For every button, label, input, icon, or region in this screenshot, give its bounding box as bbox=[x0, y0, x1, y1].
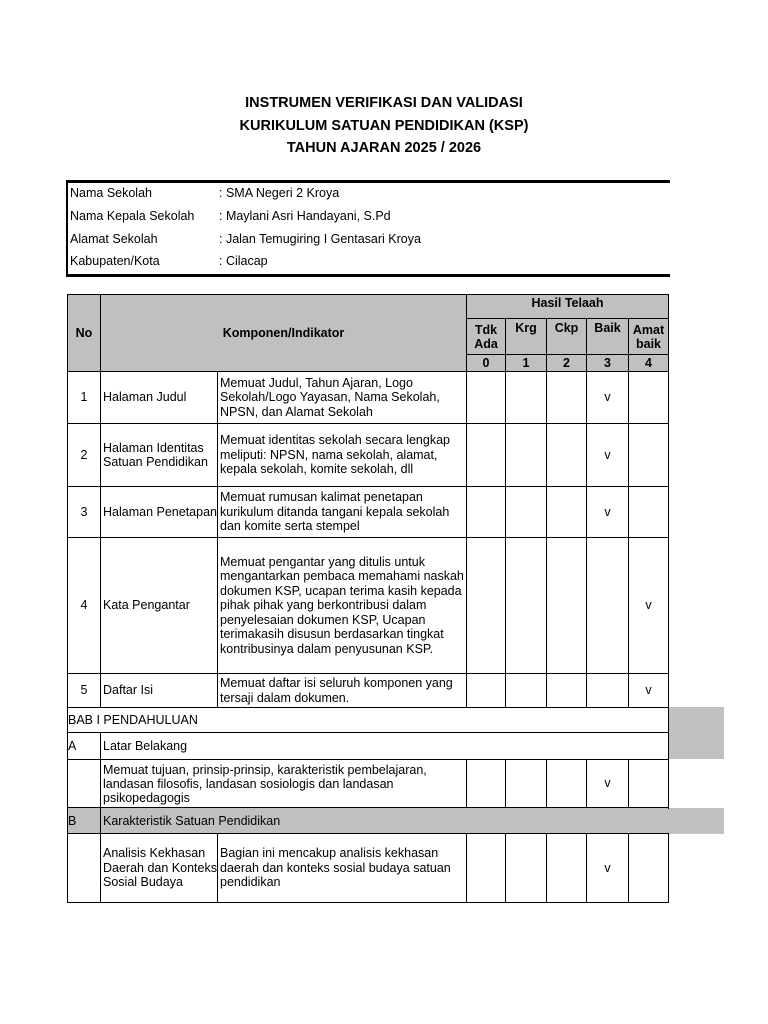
section-b-title: Karakteristik Satuan Pendidikan bbox=[103, 813, 281, 828]
component-header: Komponen/Indikator bbox=[100, 294, 467, 372]
document-title-line-1: INSTRUMEN VERIFIKASI DAN VALIDASI bbox=[245, 95, 523, 111]
district-label: Kabupaten/Kota bbox=[70, 254, 160, 268]
score-cell[interactable] bbox=[546, 833, 587, 903]
school-address-value: : Jalan Temugiring I Gentasari Kroya bbox=[219, 232, 421, 246]
score-cell[interactable] bbox=[505, 759, 547, 808]
row-component: Halaman Judul bbox=[100, 371, 218, 424]
school-address-label: Alamat Sekolah bbox=[70, 232, 158, 246]
score-label-2: Ckp bbox=[546, 318, 587, 355]
score-label-3: Baik bbox=[586, 318, 629, 355]
score-cell[interactable] bbox=[466, 371, 506, 424]
score-cell[interactable] bbox=[505, 423, 547, 487]
document-title-line-3: TAHUN AJARAN 2025 / 2026 bbox=[286, 140, 482, 156]
score-code-3: 3 bbox=[586, 354, 629, 372]
score-cell[interactable] bbox=[586, 673, 629, 708]
principal-name-label: Nama Kepala Sekolah bbox=[70, 209, 195, 223]
row-number bbox=[67, 833, 101, 903]
row-number bbox=[67, 759, 101, 808]
rule bbox=[100, 733, 101, 759]
section-letter-a: A bbox=[68, 738, 77, 753]
school-name-label: Nama Sekolah bbox=[70, 186, 152, 200]
score-cell[interactable] bbox=[466, 537, 506, 674]
document-title-line-2: KURIKULUM SATUAN PENDIDIKAN (KSP) bbox=[239, 118, 529, 134]
score-cell[interactable] bbox=[546, 371, 587, 424]
district-value: : Cilacap bbox=[219, 254, 268, 268]
section-a-title: Latar Belakang bbox=[103, 738, 188, 753]
score-cell[interactable] bbox=[505, 537, 547, 674]
chapter-shade-overflow bbox=[668, 707, 724, 759]
score-check-mark[interactable]: v bbox=[586, 759, 629, 808]
row-number: 5 bbox=[67, 673, 101, 708]
score-cell[interactable] bbox=[505, 673, 547, 708]
score-check-mark[interactable]: v bbox=[586, 486, 629, 538]
row-indicator: Memuat daftar isi seluruh komponen yang tersaji dalam dokumen. bbox=[217, 673, 467, 708]
score-code-1: 1 bbox=[505, 354, 547, 372]
score-cell[interactable] bbox=[466, 833, 506, 903]
score-cell[interactable] bbox=[546, 759, 587, 808]
score-cell[interactable] bbox=[546, 673, 587, 708]
no-header: No bbox=[67, 294, 101, 372]
score-cell[interactable] bbox=[586, 537, 629, 674]
score-label-0: Tdk Ada bbox=[466, 318, 506, 355]
row-indicator: Memuat identitas sekolah secara lengkap meliputi: NPSN, nama sekolah, alamat, kepala sekolah, komite sekolah, dll bbox=[217, 423, 467, 487]
score-check-mark[interactable]: v bbox=[586, 423, 629, 487]
score-cell[interactable] bbox=[628, 371, 669, 424]
row-indicator: Memuat tujuan, prinsip-prinsip, karakteristik pembelajaran, landasan filosofis, landasan sosiologis dan landasan psikopedagogis bbox=[100, 759, 467, 808]
row-component: Halaman Identitas Satuan Pendidikan bbox=[100, 423, 218, 487]
row-indicator: Memuat pengantar yang ditulis untuk mengantarkan pembaca memahami naskah dokumen KSP, ucapan terima kasih kepada pihak pihak yang berkontribusi dalam penyelesaian dokumen KSP, Ucapan terimakasih disusun berdasarkan tingkat kontribusinya dalam penyusunan KSP. bbox=[217, 537, 467, 674]
score-code-2: 2 bbox=[546, 354, 587, 372]
row-indicator: Memuat rumusan kalimat penetapan kurikulum ditanda tangani kepala sekolah dan komite serta stempel bbox=[217, 486, 467, 538]
section-letter-b: B bbox=[68, 813, 77, 828]
rule bbox=[668, 707, 669, 809]
rule bbox=[67, 707, 669, 708]
score-cell[interactable] bbox=[628, 833, 669, 903]
score-cell[interactable] bbox=[466, 423, 506, 487]
row-number: 4 bbox=[67, 537, 101, 674]
row-number: 2 bbox=[67, 423, 101, 487]
row-indicator: Memuat Judul, Tahun Ajaran, Logo Sekolah/Logo Yayasan, Nama Sekolah, NPSN, dan Alamat Sekolah bbox=[217, 371, 467, 424]
score-check-mark[interactable]: v bbox=[586, 833, 629, 903]
score-check-mark[interactable]: v bbox=[586, 371, 629, 424]
score-cell[interactable] bbox=[628, 486, 669, 538]
rule bbox=[67, 707, 68, 834]
row-number: 3 bbox=[67, 486, 101, 538]
score-cell[interactable] bbox=[505, 371, 547, 424]
score-cell[interactable] bbox=[505, 833, 547, 903]
score-cell[interactable] bbox=[466, 759, 506, 808]
score-cell[interactable] bbox=[628, 423, 669, 487]
score-code-0: 0 bbox=[466, 354, 506, 372]
row-component: Analisis Kekhasan Daerah dan Konteks Sosial Budaya bbox=[100, 833, 218, 903]
school-identity-block bbox=[66, 180, 670, 277]
result-header: Hasil Telaah bbox=[466, 294, 669, 319]
school-name-value: : SMA Negeri 2 Kroya bbox=[219, 186, 340, 200]
row-component: Kata Pengantar bbox=[100, 537, 218, 674]
row-component: Daftar Isi bbox=[100, 673, 218, 708]
score-cell[interactable] bbox=[466, 673, 506, 708]
score-check-mark[interactable]: v bbox=[628, 673, 669, 708]
row-indicator: Bagian ini mencakup analisis kekhasan daerah dan konteks sosial budaya satuan pendidikan bbox=[217, 833, 467, 903]
score-cell[interactable] bbox=[505, 486, 547, 538]
score-cell[interactable] bbox=[546, 537, 587, 674]
score-cell[interactable] bbox=[466, 486, 506, 538]
rule bbox=[100, 808, 101, 834]
score-check-mark[interactable]: v bbox=[628, 537, 669, 674]
score-label-1: Krg bbox=[505, 318, 547, 355]
score-cell[interactable] bbox=[546, 423, 587, 487]
score-label-4: Amat baik bbox=[628, 318, 669, 355]
score-cell[interactable] bbox=[546, 486, 587, 538]
principal-name-value: : Maylani Asri Handayani, S.Pd bbox=[219, 209, 391, 223]
chapter-heading: BAB I PENDAHULUAN bbox=[68, 712, 198, 727]
score-cell[interactable] bbox=[628, 759, 669, 808]
row-component: Halaman Penetapan bbox=[100, 486, 218, 538]
row-number: 1 bbox=[67, 371, 101, 424]
score-code-4: 4 bbox=[628, 354, 669, 372]
